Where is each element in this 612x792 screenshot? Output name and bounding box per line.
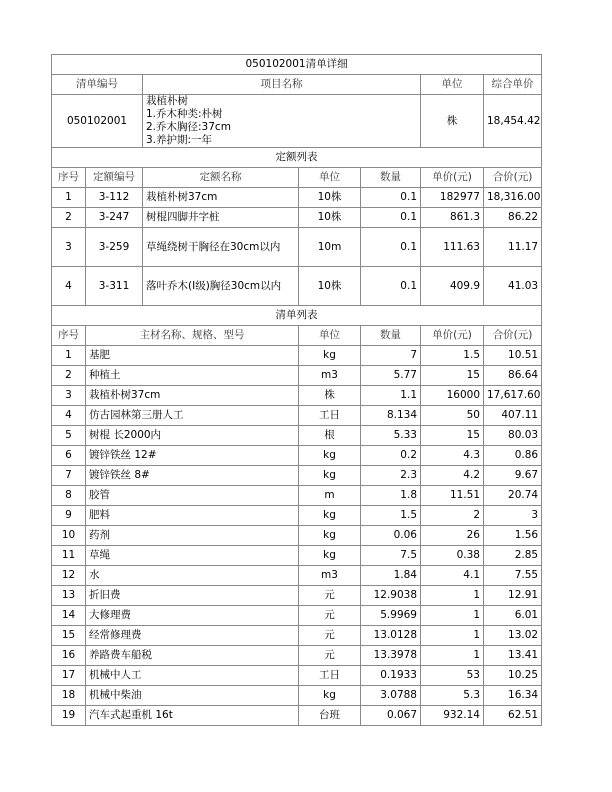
quota-code: 3-112 <box>86 188 143 208</box>
quota-unit: 10株 <box>299 188 361 208</box>
material-price: 4.1 <box>421 566 484 586</box>
material-price: 11.51 <box>421 486 484 506</box>
material-price-header: 单价(元) <box>421 326 484 346</box>
material-qty: 0.06 <box>361 526 421 546</box>
quota-section-title: 定额列表 <box>52 148 542 168</box>
material-unit: kg <box>299 346 361 366</box>
quota-row <box>52 188 542 208</box>
material-seq: 5 <box>52 426 86 446</box>
sheet-title: 050102001清单详细 <box>52 55 542 75</box>
quota-row <box>52 267 542 306</box>
material-price: 1 <box>421 606 484 626</box>
material-unit: kg <box>299 506 361 526</box>
material-total: 0.86 <box>484 446 542 466</box>
material-row <box>52 506 542 526</box>
material-seq: 8 <box>52 486 86 506</box>
item-price: 18,454.42 <box>484 95 542 148</box>
material-total: 2.85 <box>484 546 542 566</box>
quota-unit: 10株 <box>299 267 361 306</box>
material-total: 3 <box>484 506 542 526</box>
item-unit: 株 <box>421 95 484 148</box>
material-price: 1.5 <box>421 346 484 366</box>
material-total: 10.25 <box>484 666 542 686</box>
quota-name-header: 定额名称 <box>143 168 299 188</box>
material-total: 16.34 <box>484 686 542 706</box>
material-price: 932.14 <box>421 706 484 726</box>
material-total: 9.67 <box>484 466 542 486</box>
material-row <box>52 366 542 386</box>
material-total: 13.41 <box>484 646 542 666</box>
material-price: 15 <box>421 366 484 386</box>
material-section-title: 清单列表 <box>52 306 542 326</box>
material-price: 16000 <box>421 386 484 406</box>
material-name-header: 主材名称、规格、型号 <box>86 326 299 346</box>
material-price: 53 <box>421 666 484 686</box>
material-qty: 7.5 <box>361 546 421 566</box>
material-name: 树棍 长2000内 <box>86 426 299 446</box>
material-seq: 12 <box>52 566 86 586</box>
material-qty-header: 数量 <box>361 326 421 346</box>
material-qty: 1.5 <box>361 506 421 526</box>
material-total: 6.01 <box>484 606 542 626</box>
material-price: 0.38 <box>421 546 484 566</box>
quota-name: 栽植朴树37cm <box>143 188 299 208</box>
material-price: 50 <box>421 406 484 426</box>
material-row <box>52 586 542 606</box>
quota-total: 41.03 <box>484 267 542 306</box>
quota-total: 18,316.00 <box>484 188 542 208</box>
item-price-header: 综合单价 <box>484 75 542 95</box>
material-seq: 13 <box>52 586 86 606</box>
material-row <box>52 686 542 706</box>
material-row <box>52 346 542 366</box>
item-description-line: 3.养护期:一年 <box>146 134 213 146</box>
material-name: 草绳 <box>86 546 299 566</box>
material-name: 栽植朴树37cm <box>86 386 299 406</box>
material-unit: 工日 <box>299 666 361 686</box>
item-description-line: 2.乔木胸径:37cm <box>146 121 231 133</box>
material-name: 大修理费 <box>86 606 299 626</box>
material-row <box>52 666 542 686</box>
material-qty: 0.2 <box>361 446 421 466</box>
material-seq: 14 <box>52 606 86 626</box>
material-row <box>52 486 542 506</box>
material-seq: 1 <box>52 346 86 366</box>
material-row <box>52 566 542 586</box>
quota-code-header: 定额编号 <box>86 168 143 188</box>
material-name: 胶管 <box>86 486 299 506</box>
material-row <box>52 646 542 666</box>
quota-qty: 0.1 <box>361 228 421 267</box>
material-name: 镀锌铁丝 12# <box>86 446 299 466</box>
quota-code: 3-259 <box>86 228 143 267</box>
bill-detail-table <box>51 54 542 726</box>
quota-qty: 0.1 <box>361 208 421 228</box>
item-description-line: 1.乔木种类:朴树 <box>146 108 223 120</box>
quota-seq: 1 <box>52 188 86 208</box>
material-qty: 0.067 <box>361 706 421 726</box>
material-unit: kg <box>299 546 361 566</box>
material-name: 药剂 <box>86 526 299 546</box>
material-price: 26 <box>421 526 484 546</box>
material-unit: 根 <box>299 426 361 446</box>
quota-name: 草绳绕树干胸径在30cm以内 <box>143 228 299 267</box>
material-name: 机械中柴油 <box>86 686 299 706</box>
quota-price: 861.3 <box>421 208 484 228</box>
quota-total-header: 合价(元) <box>484 168 542 188</box>
material-qty: 5.77 <box>361 366 421 386</box>
material-seq: 11 <box>52 546 86 566</box>
material-row <box>52 406 542 426</box>
material-qty: 12.9038 <box>361 586 421 606</box>
material-unit: 工日 <box>299 406 361 426</box>
material-row <box>52 466 542 486</box>
material-row <box>52 526 542 546</box>
quota-code: 3-311 <box>86 267 143 306</box>
material-price: 4.3 <box>421 446 484 466</box>
material-qty: 5.9969 <box>361 606 421 626</box>
material-row <box>52 446 542 466</box>
material-name: 汽车式起重机 16t <box>86 706 299 726</box>
material-row <box>52 386 542 406</box>
material-name: 肥料 <box>86 506 299 526</box>
quota-total: 86.22 <box>484 208 542 228</box>
material-name: 镀锌铁丝 8# <box>86 466 299 486</box>
material-unit: kg <box>299 446 361 466</box>
material-name: 基肥 <box>86 346 299 366</box>
material-name: 水 <box>86 566 299 586</box>
material-unit: kg <box>299 686 361 706</box>
material-total: 13.02 <box>484 626 542 646</box>
quota-qty: 0.1 <box>361 188 421 208</box>
material-price: 1 <box>421 626 484 646</box>
material-row <box>52 706 542 726</box>
material-unit: 株 <box>299 386 361 406</box>
material-row <box>52 426 542 446</box>
material-total: 20.74 <box>484 486 542 506</box>
item-code: 050102001 <box>52 95 143 148</box>
material-unit: m <box>299 486 361 506</box>
material-name: 仿古园林第三册人工 <box>86 406 299 426</box>
material-name: 养路费车船税 <box>86 646 299 666</box>
material-seq: 7 <box>52 466 86 486</box>
quota-code: 3-247 <box>86 208 143 228</box>
material-unit: 台班 <box>299 706 361 726</box>
material-seq: 10 <box>52 526 86 546</box>
quota-unit: 10株 <box>299 208 361 228</box>
material-unit-header: 单位 <box>299 326 361 346</box>
material-seq: 9 <box>52 506 86 526</box>
material-total: 7.55 <box>484 566 542 586</box>
material-unit: 元 <box>299 646 361 666</box>
material-price: 4.2 <box>421 466 484 486</box>
material-qty: 1.1 <box>361 386 421 406</box>
quota-unit-header: 单位 <box>299 168 361 188</box>
quota-row <box>52 208 542 228</box>
material-row <box>52 606 542 626</box>
material-total: 80.03 <box>484 426 542 446</box>
material-total: 86.64 <box>484 366 542 386</box>
material-name: 机械中人工 <box>86 666 299 686</box>
material-price: 2 <box>421 506 484 526</box>
quota-price: 409.9 <box>421 267 484 306</box>
quota-price-header: 单价(元) <box>421 168 484 188</box>
item-unit-header: 单位 <box>421 75 484 95</box>
material-unit: kg <box>299 466 361 486</box>
material-total: 12.91 <box>484 586 542 606</box>
material-unit: 元 <box>299 606 361 626</box>
material-seq: 4 <box>52 406 86 426</box>
quota-price: 182977 <box>421 188 484 208</box>
quota-price: 111.63 <box>421 228 484 267</box>
material-total: 62.51 <box>484 706 542 726</box>
material-seq: 6 <box>52 446 86 466</box>
material-name: 种植土 <box>86 366 299 386</box>
material-seq: 3 <box>52 386 86 406</box>
material-qty: 5.33 <box>361 426 421 446</box>
item-description <box>143 95 421 148</box>
quota-name: 树棍四脚井字桩 <box>143 208 299 228</box>
material-unit: 元 <box>299 586 361 606</box>
material-total: 1.56 <box>484 526 542 546</box>
material-row <box>52 546 542 566</box>
material-total: 17,617.60 <box>484 386 542 406</box>
material-price: 1 <box>421 646 484 666</box>
material-qty: 13.0128 <box>361 626 421 646</box>
material-price: 1 <box>421 586 484 606</box>
material-seq: 2 <box>52 366 86 386</box>
material-qty: 13.3978 <box>361 646 421 666</box>
material-price: 5.3 <box>421 686 484 706</box>
quota-row <box>52 228 542 267</box>
quota-seq: 4 <box>52 267 86 306</box>
material-price: 15 <box>421 426 484 446</box>
material-total: 10.51 <box>484 346 542 366</box>
material-unit: 元 <box>299 626 361 646</box>
material-name: 经常修理费 <box>86 626 299 646</box>
material-seq-header: 序号 <box>52 326 86 346</box>
material-unit: kg <box>299 526 361 546</box>
item-description-line: 栽植朴树 <box>146 95 188 107</box>
item-code-header: 清单编号 <box>52 75 143 95</box>
quota-name: 落叶乔木(I级)胸径30cm以内 <box>143 267 299 306</box>
material-qty: 3.0788 <box>361 686 421 706</box>
material-total: 407.11 <box>484 406 542 426</box>
material-qty: 1.84 <box>361 566 421 586</box>
quota-total: 11.17 <box>484 228 542 267</box>
quota-seq: 3 <box>52 228 86 267</box>
material-seq: 15 <box>52 626 86 646</box>
material-unit: m3 <box>299 366 361 386</box>
material-qty: 0.1933 <box>361 666 421 686</box>
bill-detail-sheet <box>51 54 541 726</box>
material-total-header: 合价(元) <box>484 326 542 346</box>
material-row <box>52 626 542 646</box>
quota-qty: 0.1 <box>361 267 421 306</box>
material-unit: m3 <box>299 566 361 586</box>
material-seq: 19 <box>52 706 86 726</box>
material-qty: 2.3 <box>361 466 421 486</box>
material-seq: 17 <box>52 666 86 686</box>
quota-qty-header: 数量 <box>361 168 421 188</box>
quota-seq-header: 序号 <box>52 168 86 188</box>
quota-unit: 10m <box>299 228 361 267</box>
material-name: 折旧费 <box>86 586 299 606</box>
material-seq: 18 <box>52 686 86 706</box>
material-seq: 16 <box>52 646 86 666</box>
material-qty: 7 <box>361 346 421 366</box>
item-name-header: 项目名称 <box>143 75 421 95</box>
material-qty: 1.8 <box>361 486 421 506</box>
material-qty: 8.134 <box>361 406 421 426</box>
quota-seq: 2 <box>52 208 86 228</box>
